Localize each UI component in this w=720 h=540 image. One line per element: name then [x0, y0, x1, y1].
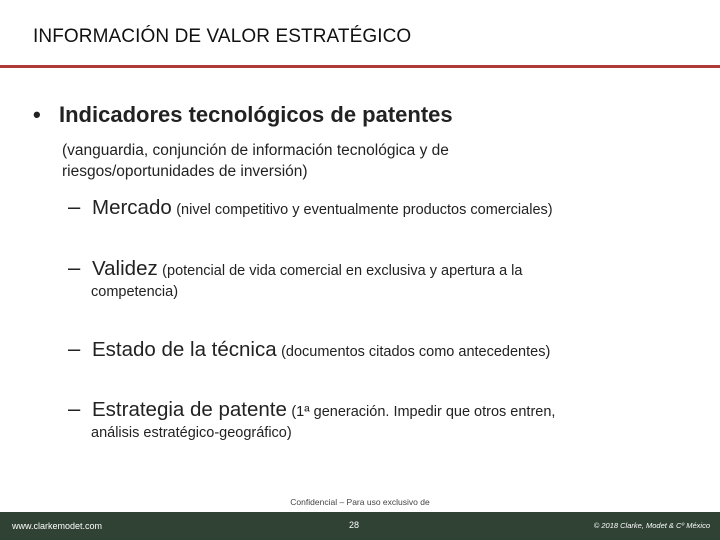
item-description: (potencial de vida comercial en exclusiva y apertura a la — [162, 263, 523, 279]
bullet-note: (vanguardia, conjunción de información tecnológica y de riesgos/oportunidades de inversión) — [62, 142, 449, 180]
item-description-continued: análisis estratégico-geográfico) — [91, 425, 292, 441]
website-link[interactable]: www.clarkemodet.com — [12, 521, 103, 531]
item-heading: Mercado — [92, 196, 172, 219]
dash-marker: – — [68, 336, 81, 361]
item-heading: Estrategia de patente — [92, 398, 287, 421]
list-item-estado-tecnica — [68, 336, 668, 362]
page-number: 28 — [349, 520, 360, 530]
title-divider — [0, 65, 720, 68]
dash-marker: – — [68, 396, 81, 421]
item-heading: Validez — [92, 257, 158, 280]
list-item-mercado — [68, 194, 668, 220]
bullet-heading: Indicadores tecnológicos de patentes — [59, 102, 453, 127]
item-description: (nivel competitivo y eventualmente productos comerciales) — [176, 202, 553, 218]
item-description-continued: competencia) — [91, 284, 179, 300]
item-description: (documentos citados como antecedentes) — [281, 344, 551, 360]
list-item-estrategia-patente — [68, 396, 668, 441]
item-description: (1ª generación. Impedir que otros entren, — [291, 404, 556, 420]
confidential-note: Confidencial – Para uso exclusivo de — [290, 497, 430, 507]
list-item-validez — [68, 255, 668, 300]
item-heading: Estado de la técnica — [92, 338, 277, 361]
main-bullet — [33, 102, 453, 128]
dash-marker: – — [68, 255, 81, 280]
dash-marker: – — [68, 194, 81, 219]
slide-title: INFORMACIÓN DE VALOR ESTRATÉGICO — [33, 26, 412, 47]
bullet-marker: • — [33, 102, 41, 127]
footer-bar — [0, 512, 720, 540]
copyright-text: © 2018 Clarke, Modet & Cº México — [593, 521, 710, 530]
